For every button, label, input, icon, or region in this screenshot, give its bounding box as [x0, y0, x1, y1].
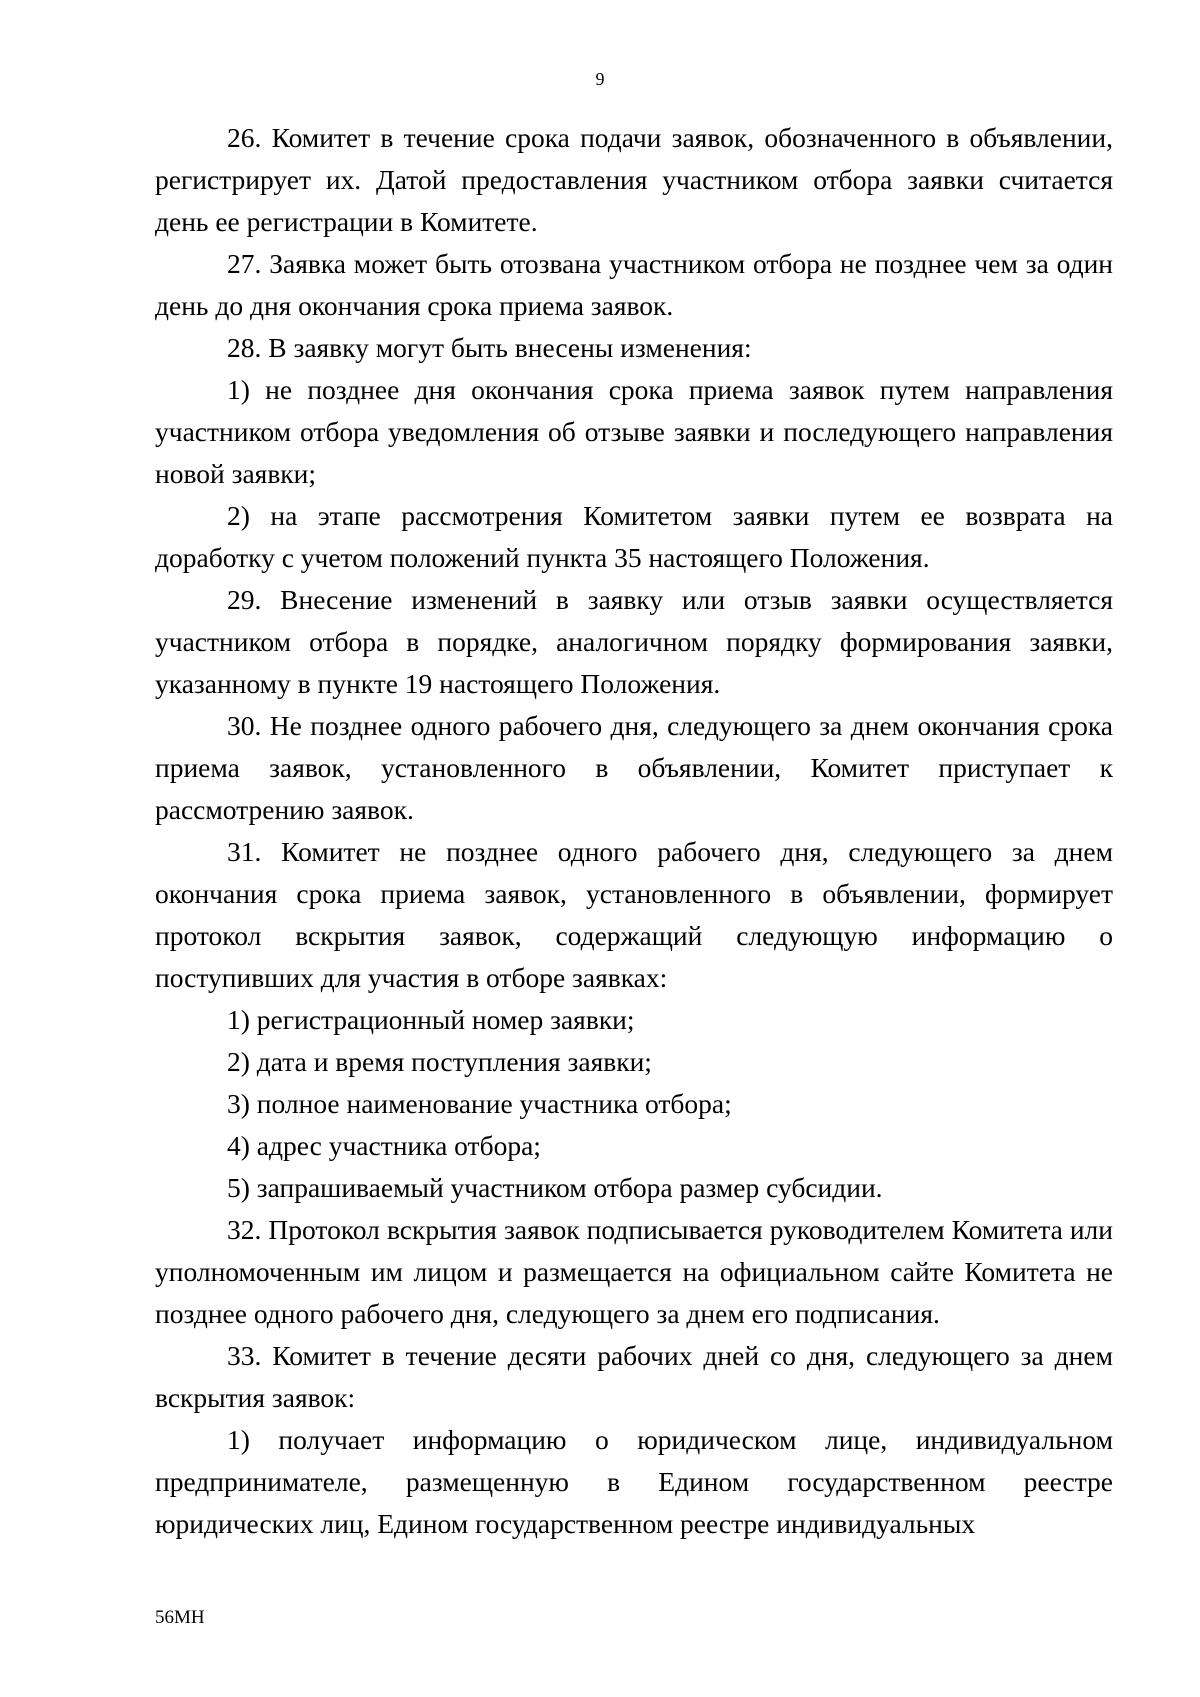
paragraph-31-item-3: 3) полное наименование участника отбора;	[227, 1088, 732, 1119]
paragraph-26: 26. Комитет в течение срока подачи заявок, обозначенного в объявлении, регистрирует их. Датой предоставления участником отбора заявки считается день ее регистрации в Комитете.	[155, 122, 1113, 237]
footer-code: 56МН	[155, 1607, 205, 1628]
paragraph-31-item-2: 2) дата и время поступления заявки;	[227, 1046, 652, 1077]
paragraph-27: 27. Заявка может быть отозвана участником отбора не позднее чем за один день до дня окончания срока приема заявок.	[155, 248, 1113, 321]
paragraph-31-item-1: 1) регистрационный номер заявки;	[227, 1004, 635, 1035]
paragraph-28: 28. В заявку могут быть внесены изменения:	[227, 332, 752, 363]
paragraph-28-item-1: 1) не позднее дня окончания срока приема заявок путем направления участником отбора уведомления об отзыве заявки и последующего направления новой заявки;	[155, 374, 1113, 489]
paragraph-29: 29. Внесение изменений в заявку или отзыв заявки осуществляется участником отбора в порядке, аналогичном порядку формирования заявки, указанному в пункте 19 настоящего Положения.	[155, 584, 1113, 699]
paragraph-30: 30. Не позднее одного рабочего дня, следующего за днем окончания срока приема заявок, установленного в объявлении, Комитет приступает к рассмотрению заявок.	[155, 710, 1113, 825]
page-number: 9	[595, 69, 605, 89]
paragraph-28-item-2: 2) на этапе рассмотрения Комитетом заявки путем ее возврата на доработку с учетом положений пункта 35 настоящего Положения.	[155, 500, 1113, 573]
paragraph-33-item-1: 1) получает информацию о юридическом лице, индивидуальном предпринимателе, размещенную в Едином государственном реестре юридических лиц, Едином государственном реестре индивидуальных	[155, 1424, 1113, 1539]
document-body	[155, 117, 1113, 1545]
paragraph-31-item-4: 4) адрес участника отбора;	[227, 1130, 541, 1161]
paragraph-32: 32. Протокол вскрытия заявок подписывается руководителем Комитета или уполномоченным им лицом и размещается на официальном сайте Комитета не позднее одного рабочего дня, следующего за днем его подписания.	[155, 1214, 1113, 1329]
paragraph-31: 31. Комитет не позднее одного рабочего дня, следующего за днем окончания срока приема заявок, установленного в объявлении, формирует протокол вскрытия заявок, содержащий следующую информацию о поступивших для участия в отборе заявках:	[155, 836, 1113, 993]
paragraph-33: 33. Комитет в течение десяти рабочих дней со дня, следующего за днем вскрытия заявок:	[155, 1340, 1113, 1413]
paragraph-31-item-5: 5) запрашиваемый участником отбора размер субсидии.	[227, 1172, 883, 1203]
